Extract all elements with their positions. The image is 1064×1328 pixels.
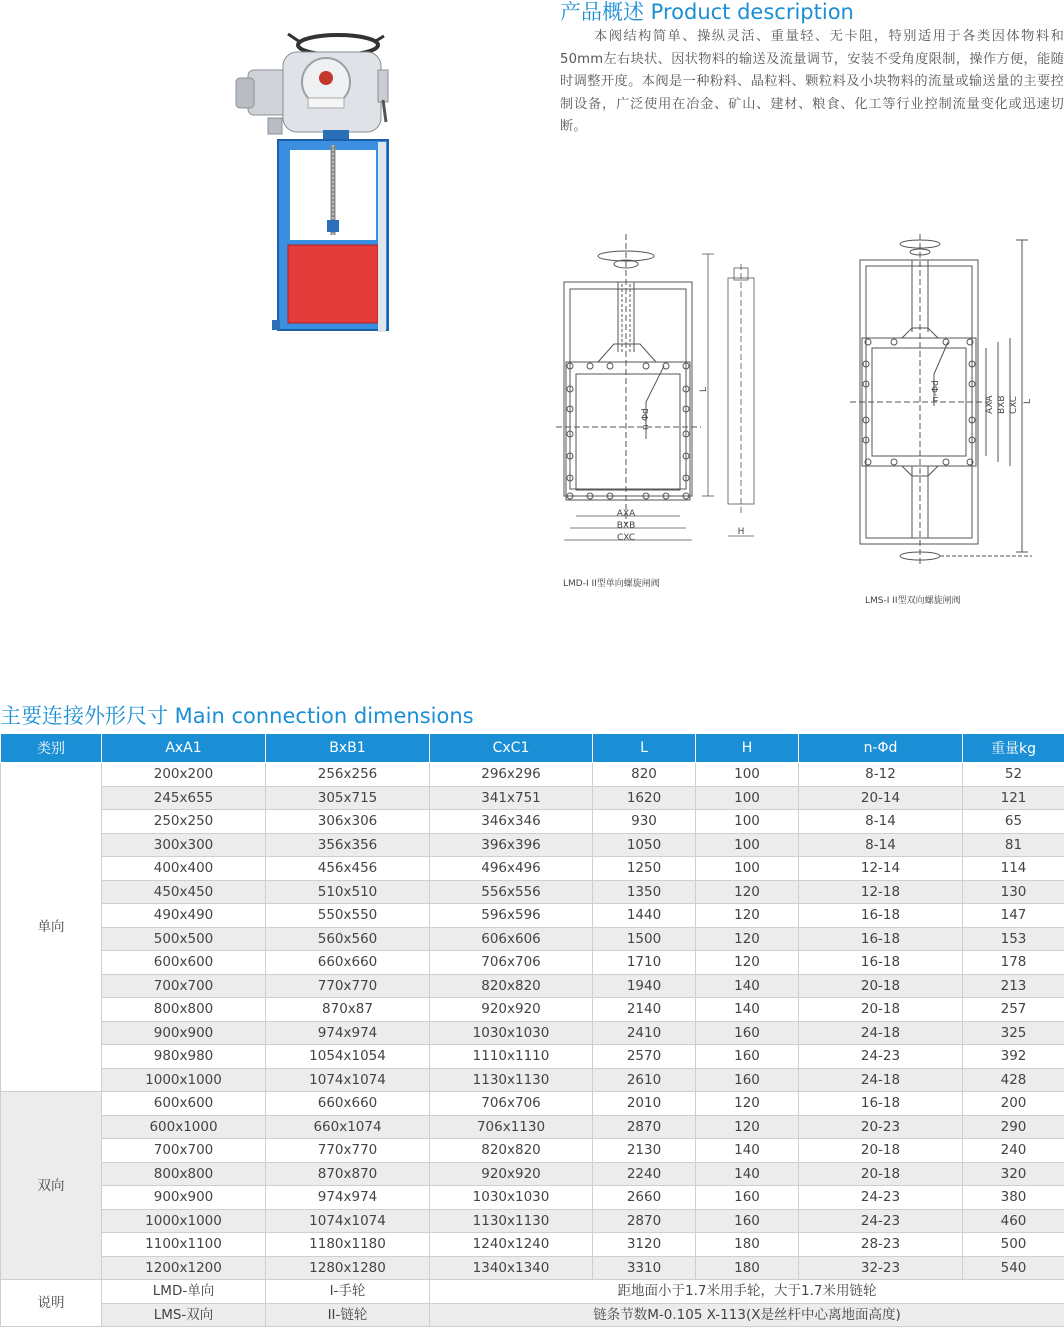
cell-cxc1: 706x706: [430, 1092, 593, 1116]
table-row: [1, 927, 1064, 951]
double-hole-spec: n-Φd: [931, 380, 941, 402]
cell-cxc1: 1130x1130: [430, 1068, 593, 1092]
cell-bxb1: 256x256: [266, 763, 430, 787]
table-row: [1, 904, 1064, 928]
cell-axa1: 600x600: [102, 1092, 266, 1116]
description-text: 本阀结构简单、操纵灵活、重量轻、无卡阻，特别适用于各类因体物料和50mm左右块状、因状物料的输送及流量调节，安装不受角度限制，操作方便，能随时调整开度。本阀是一种粉料、晶粒料、颗粒料及小块物料的流量或输送量的主要控制设备，广泛使用在冶金、矿山、建材、粮食、化工等行业控制流量变化或迅速切断。: [560, 29, 1064, 134]
single-dim-h: H: [737, 527, 745, 537]
cell-weight: 460: [963, 1209, 1064, 1233]
cell-holes: 20-23: [799, 1115, 963, 1139]
header-h: H: [696, 734, 799, 763]
double-dim-b: BXB: [997, 395, 1007, 414]
cell-bxb1: 306x306: [266, 810, 430, 834]
cell-h: 140: [696, 1139, 799, 1163]
cell-l: 1710: [593, 951, 696, 975]
cell-h: 100: [696, 857, 799, 881]
cell-h: 120: [696, 927, 799, 951]
single-valve-drawing: [556, 234, 766, 554]
cell-h: 120: [696, 1115, 799, 1139]
table-row: [1, 1092, 1064, 1116]
cell-h: 160: [696, 1186, 799, 1210]
cell-l: 2140: [593, 998, 696, 1022]
table-row: [1, 1021, 1064, 1045]
cell-l: 1440: [593, 904, 696, 928]
cell-bxb1: 1180x1180: [266, 1233, 430, 1257]
cell-cxc1: 341x751: [430, 786, 593, 810]
cell-h: 160: [696, 1068, 799, 1092]
cell-weight: 178: [963, 951, 1064, 975]
cell-h: 100: [696, 786, 799, 810]
cell-h: 160: [696, 1045, 799, 1069]
cell-bxb1: 1074x1074: [266, 1068, 430, 1092]
cell-h: 160: [696, 1209, 799, 1233]
cell-holes: 16-18: [799, 927, 963, 951]
cell-h: 100: [696, 763, 799, 787]
table-row: [1, 951, 1064, 975]
cell-axa1: 200x200: [102, 763, 266, 787]
cell-holes: 24-18: [799, 1068, 963, 1092]
cell-weight: 153: [963, 927, 1064, 951]
table-row: [1, 998, 1064, 1022]
table-row: [1, 880, 1064, 904]
cell-bxb1: 660x660: [266, 1092, 430, 1116]
header-l: L: [593, 734, 696, 763]
cell-cxc1: 1240x1240: [430, 1233, 593, 1257]
cell-h: 120: [696, 880, 799, 904]
cell-bxb1: 974x974: [266, 1186, 430, 1210]
cell-holes: 20-18: [799, 1139, 963, 1163]
cell-axa1: 1000x1000: [102, 1068, 266, 1092]
header-cxc1: CxC1: [430, 734, 593, 763]
cell-weight: 121: [963, 786, 1064, 810]
cell-weight: 380: [963, 1186, 1064, 1210]
table-row: [1, 1186, 1064, 1210]
cell-weight: 392: [963, 1045, 1064, 1069]
cell-holes: 16-18: [799, 904, 963, 928]
cell-weight: 320: [963, 1162, 1064, 1186]
cell-h: 180: [696, 1233, 799, 1257]
table-row: [1, 1162, 1064, 1186]
cell-axa1: 800x800: [102, 1162, 266, 1186]
table-row: [1, 1115, 1064, 1139]
note-drive: I-手轮: [266, 1280, 430, 1304]
cell-l: 2240: [593, 1162, 696, 1186]
note-model: LMD-单向: [102, 1280, 266, 1304]
cell-h: 100: [696, 833, 799, 857]
cell-l: 1940: [593, 974, 696, 998]
category-cell: 双向: [1, 1092, 102, 1280]
cell-l: 930: [593, 810, 696, 834]
cell-holes: 12-14: [799, 857, 963, 881]
table-row: [1, 857, 1064, 881]
cell-cxc1: 396x396: [430, 833, 593, 857]
table-row: [1, 1139, 1064, 1163]
cell-axa1: 700x700: [102, 974, 266, 998]
cell-l: 2130: [593, 1139, 696, 1163]
cell-axa1: 900x900: [102, 1021, 266, 1045]
cell-h: 140: [696, 974, 799, 998]
cell-weight: 428: [963, 1068, 1064, 1092]
cell-weight: 114: [963, 857, 1064, 881]
cell-holes: 16-18: [799, 951, 963, 975]
cell-bxb1: 456x456: [266, 857, 430, 881]
cell-axa1: 1100x1100: [102, 1233, 266, 1257]
cell-weight: 200: [963, 1092, 1064, 1116]
cell-axa1: 300x300: [102, 833, 266, 857]
cell-l: 1620: [593, 786, 696, 810]
cell-l: 1050: [593, 833, 696, 857]
cell-bxb1: 305x715: [266, 786, 430, 810]
cell-cxc1: 1130x1130: [430, 1209, 593, 1233]
table-row: [1, 974, 1064, 998]
product-photo: [228, 30, 418, 335]
cell-cxc1: 920x920: [430, 998, 593, 1022]
cell-axa1: 900x900: [102, 1186, 266, 1210]
cell-cxc1: 1030x1030: [430, 1186, 593, 1210]
cell-axa1: 600x600: [102, 951, 266, 975]
cell-bxb1: 1074x1074: [266, 1209, 430, 1233]
cell-l: 1250: [593, 857, 696, 881]
cell-l: 3310: [593, 1256, 696, 1280]
table-row: [1, 810, 1064, 834]
cell-l: 820: [593, 763, 696, 787]
cell-h: 140: [696, 998, 799, 1022]
cell-holes: 20-18: [799, 1162, 963, 1186]
single-valve-caption: LMD-I II型单向螺旋闸阀: [563, 579, 660, 589]
cell-bxb1: 974x974: [266, 1021, 430, 1045]
cell-cxc1: 556x556: [430, 880, 593, 904]
category-cell: 单向: [1, 763, 102, 1092]
product-description: [560, 0, 1064, 139]
cell-axa1: 600x1000: [102, 1115, 266, 1139]
cell-axa1: 500x500: [102, 927, 266, 951]
cell-h: 160: [696, 1021, 799, 1045]
cell-bxb1: 550x550: [266, 904, 430, 928]
cell-weight: 81: [963, 833, 1064, 857]
cell-h: 100: [696, 810, 799, 834]
cell-h: 120: [696, 904, 799, 928]
table-row: [1, 1068, 1064, 1092]
cell-axa1: 250x250: [102, 810, 266, 834]
cell-holes: 8-14: [799, 833, 963, 857]
cell-axa1: 245x655: [102, 786, 266, 810]
note-text: 链条节数M-0.105 X-113(X是丝杆中心离地面高度): [430, 1303, 1064, 1327]
cell-bxb1: 660x1074: [266, 1115, 430, 1139]
cell-cxc1: 920x920: [430, 1162, 593, 1186]
cell-cxc1: 496x496: [430, 857, 593, 881]
cell-cxc1: 820x820: [430, 1139, 593, 1163]
cell-holes: 24-23: [799, 1186, 963, 1210]
single-dim-b: BXB: [616, 521, 636, 531]
double-dim-a: AXA: [985, 395, 995, 414]
cell-h: 140: [696, 1162, 799, 1186]
note-row: [1, 1303, 1064, 1327]
table-row: [1, 1233, 1064, 1257]
dimensions-title: 主要连接外形尺寸 Main connection dimensions: [0, 704, 474, 728]
table-row: [1, 763, 1064, 787]
single-dim-l: L: [699, 386, 709, 392]
cell-cxc1: 1340x1340: [430, 1256, 593, 1280]
cell-weight: 500: [963, 1233, 1064, 1257]
cell-bxb1: 560x560: [266, 927, 430, 951]
cell-weight: 65: [963, 810, 1064, 834]
cell-l: 2870: [593, 1115, 696, 1139]
header-holes: n-Φd: [799, 734, 963, 763]
double-dim-l: L: [1023, 398, 1033, 404]
note-row: [1, 1280, 1064, 1304]
cell-cxc1: 606x606: [430, 927, 593, 951]
table-row: [1, 1256, 1064, 1280]
cell-holes: 20-18: [799, 998, 963, 1022]
cell-l: 1500: [593, 927, 696, 951]
cell-bxb1: 1280x1280: [266, 1256, 430, 1280]
header-weight: 重量kg: [963, 734, 1064, 763]
cell-axa1: 490x490: [102, 904, 266, 928]
cell-weight: 52: [963, 763, 1064, 787]
cell-cxc1: 820x820: [430, 974, 593, 998]
double-valve-caption: LMS-I II型双向螺旋闸阀: [865, 596, 961, 606]
cell-cxc1: 706x706: [430, 951, 593, 975]
description-title: 产品概述 Product description: [560, 0, 854, 24]
cell-bxb1: 1054x1054: [266, 1045, 430, 1069]
table-row: [1, 1209, 1064, 1233]
double-valve-drawing: [850, 234, 1040, 570]
note-model: LMS-双向: [102, 1303, 266, 1327]
cell-h: 120: [696, 1092, 799, 1116]
cell-cxc1: 706x1130: [430, 1115, 593, 1139]
cell-holes: 24-18: [799, 1021, 963, 1045]
cell-l: 2410: [593, 1021, 696, 1045]
note-drive: II-链轮: [266, 1303, 430, 1327]
cell-weight: 240: [963, 1139, 1064, 1163]
cell-axa1: 450x450: [102, 880, 266, 904]
cell-holes: 8-12: [799, 763, 963, 787]
cell-cxc1: 1030x1030: [430, 1021, 593, 1045]
cell-l: 2870: [593, 1209, 696, 1233]
cell-cxc1: 296x296: [430, 763, 593, 787]
cell-weight: 213: [963, 974, 1064, 998]
note-text: 距地面小于1.7米用手轮，大于1.7米用链轮: [430, 1280, 1064, 1304]
cell-weight: 325: [963, 1021, 1064, 1045]
cell-cxc1: 346x346: [430, 810, 593, 834]
cell-bxb1: 770x770: [266, 1139, 430, 1163]
cell-holes: 20-14: [799, 786, 963, 810]
cell-weight: 130: [963, 880, 1064, 904]
cell-l: 2010: [593, 1092, 696, 1116]
single-dim-c: CXC: [616, 533, 636, 543]
cell-holes: 24-23: [799, 1045, 963, 1069]
cell-holes: 24-23: [799, 1209, 963, 1233]
double-dim-c: CXC: [1009, 395, 1019, 414]
header-category: 类别: [1, 734, 102, 763]
table-body: [1, 763, 1064, 1327]
cell-l: 3120: [593, 1233, 696, 1257]
cell-bxb1: 870x87: [266, 998, 430, 1022]
cell-axa1: 700x700: [102, 1139, 266, 1163]
table-row: [1, 1045, 1064, 1069]
header-axa1: AxA1: [102, 734, 266, 763]
cell-holes: 28-23: [799, 1233, 963, 1257]
cell-l: 2610: [593, 1068, 696, 1092]
cell-cxc1: 596x596: [430, 904, 593, 928]
cell-weight: 540: [963, 1256, 1064, 1280]
cell-holes: 32-23: [799, 1256, 963, 1280]
cell-h: 180: [696, 1256, 799, 1280]
cell-bxb1: 660x660: [266, 951, 430, 975]
cell-weight: 290: [963, 1115, 1064, 1139]
header-bxb1: BxB1: [266, 734, 430, 763]
single-hole-spec: n-Φd: [641, 408, 651, 430]
table-header-row: [1, 734, 1064, 763]
single-dim-a: AXA: [616, 509, 636, 519]
cell-bxb1: 870x870: [266, 1162, 430, 1186]
table-row: [1, 786, 1064, 810]
cell-h: 120: [696, 951, 799, 975]
cell-cxc1: 1110x1110: [430, 1045, 593, 1069]
cell-axa1: 980x980: [102, 1045, 266, 1069]
cell-l: 1350: [593, 880, 696, 904]
cell-bxb1: 770x770: [266, 974, 430, 998]
table-row: [1, 833, 1064, 857]
cell-holes: 12-18: [799, 880, 963, 904]
cell-axa1: 1000x1000: [102, 1209, 266, 1233]
cell-holes: 8-14: [799, 810, 963, 834]
cell-holes: 16-18: [799, 1092, 963, 1116]
cell-axa1: 1200x1200: [102, 1256, 266, 1280]
cell-l: 2660: [593, 1186, 696, 1210]
cell-holes: 20-18: [799, 974, 963, 998]
cell-weight: 147: [963, 904, 1064, 928]
cell-bxb1: 356x356: [266, 833, 430, 857]
cell-axa1: 800x800: [102, 998, 266, 1022]
notes-label-cell: 说明: [1, 1280, 102, 1327]
cell-weight: 257: [963, 998, 1064, 1022]
cell-l: 2570: [593, 1045, 696, 1069]
cell-axa1: 400x400: [102, 857, 266, 881]
cell-bxb1: 510x510: [266, 880, 430, 904]
dimensions-table: [0, 733, 1064, 1327]
